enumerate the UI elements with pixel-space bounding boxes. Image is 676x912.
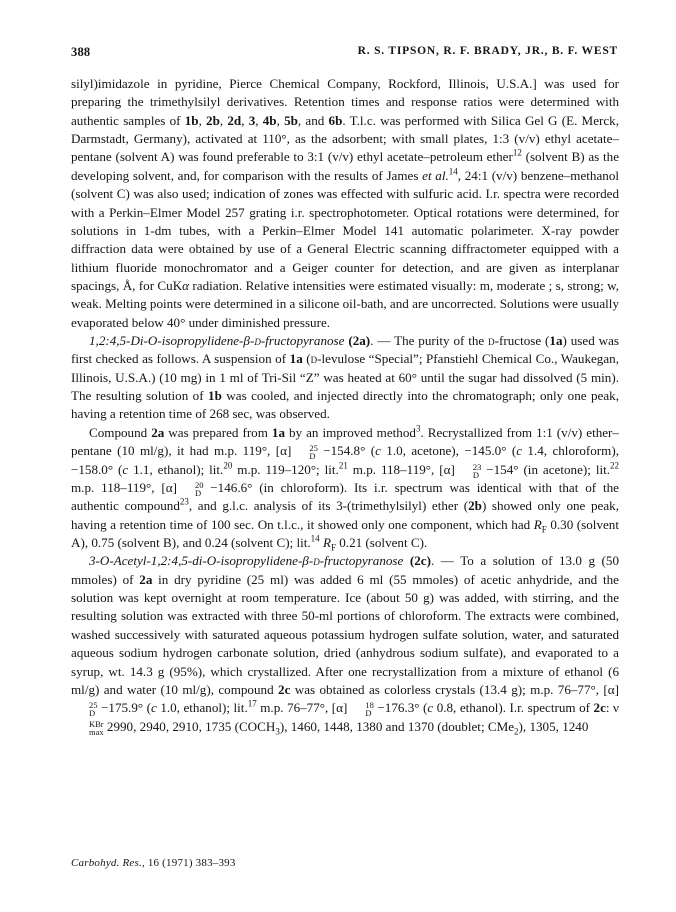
section-title-2a: 1,2:4,5-Di-O-isopropylidene-β-d-fructopyranose bbox=[89, 333, 345, 349]
section-title-2c: 3-O-Acetyl-1,2:4,5-di-O-isopropylidene-β-d-fructopyranose bbox=[89, 553, 404, 569]
article-body bbox=[71, 75, 619, 736]
journal-name: Carbohyd. Res. bbox=[71, 857, 142, 869]
paragraph-methods: silyl)imidazole in pyridine, Pierce Chemical Company, Rockford, Illinois, U.S.A.] was used for preparing the trimethylsilyl derivatives. Retention times and response ratios were determined with authentic samples of 1b, 2b, 2d, 3, 4b, 5b, and 6b. T.l.c. was performed with Silica Gel G (E. Merck, Darmstadt, Germany), activated at 110°, as the adsorbent; with small plates, 1:3 (v/v) ethyl acetate–pentane (solvent A) was found preferable to 3:1 (v/v) ethyl acetate–petroleum ether$^{12}$ (solvent B) as the developing solvent, and, for comparison with the results of James et al.$^{14}$, 24:1 (v/v) benzene–methanol (solvent C) was also used; indication of zones was effected with sulfuric acid. I.r. spectra were recorded with a Perkin–Elmer Model 257 grating i.r. spectrophotometer. Optical rotations were determined, for solutions in 1-dm tubes, with a Perkin–Elmer Model 141 automatic polarimeter. X-ray powder diffraction data were obtained by use of a General Electric scanning diffractometer equipped with a lithium fluoride monochromator and a Geiger counter for detection, and are given as interplanar spacings, Å, for CuKα radiation. Relative intensities were estimated visually: m, moderate ; s, strong; w, weak. Melting points were determined in a silicone oil-bath, and are uncorrected. Solutions were usually evaporated below 40° under diminished pressure. bbox=[71, 76, 620, 330]
page-header bbox=[71, 45, 618, 63]
paragraph-compound-2c: 3-O-Acetyl-1,2:4,5-di-O-isopropylidene-β-d-fructopyranose (2c). — To a solution of 13.0 g (50 mmoles) of 2a in dry pyridine (25 ml) was added 6 ml (55 mmoles) of acetic anhydride, and the solution was kept overnight at room temperature. Ice (about 50 g) was added, with stirring, and the resulting solution was extracted with three 50-ml portions of chloroform. The extracts were combined, washed successively with saturated aqueous potassium hydrogen sulfate solution, water, and saturated aqueous sodium hydrogen carbonate solution, dried (anhydrous sodium sulfate), and evaporated to a syrup, wt. 14.3 g (95%), which crystallized. After one recrystallization from a mixture of ethanol (6 ml/g) and water (10 ml/g), compound 2c was obtained as colorless crystals (13.4 g); m.p. 76–77°, [α] 25 D −175.9° (c 1.0, ethanol); lit.$^{17}$ m.p. 76–77°, [α] 18 D −176.3° (c 0.8, ethanol). I.r. spectrum of 2c: ν KBr max 2990, 2940, 2910, 1735 $(COCH_3)$, 1460, 1448, 1380 and 1370 (doublet; CMe$_2$), 1305, 1240 bbox=[71, 553, 619, 737]
paragraph-compound-2a-prep: Compound 2a was prepared from 1a by an improved method$^3$. Recrystallized from 1:1 (v/v) ether–pentane (10 ml/g), it had m.p. 119°, [α] 25 D −154.8° (c 1.0, acetone), −145.0° (c 1.4, chloroform), −158.0° (c 1.1, ethanol); lit.$^{20}$ m.p. 119–120°; lit.$^{21}$ m.p. 118–119°, [α] 23 D −154° (in acetone); lit.$^{22}$ m.p. 118–119°, [α] 20 D −146.6° (in chloroform). Its i.r. spectrum was identical with that of the authentic compound$^{23}$, and g.l.c. analysis of its 3-(trimethylsilyl) ether (2b) showed only one peak, having a retention time of 100 sec. On t.l.c., it showed only one component, which had $R_F$ 0.30 (solvent A), 0.75 (solvent B), and 0.24 (solvent C); lit.$^{14}$ $R_F$ 0.21 (solvent C). bbox=[71, 423, 620, 553]
page-footer-citation bbox=[71, 857, 236, 869]
running-head-authors: R. S. TIPSON, R. F. BRADY, JR., B. F. WEST bbox=[357, 45, 618, 57]
paragraph-compound-2a: 1,2:4,5-Di-O-isopropylidene-β-d-fructopyranose (2a). — The purity of the d-fructose (1a) used was first checked as follows. A suspension of 1a (d-levulose “Special”; Pfanstiehl Chemical Co., Waukegan, Illinois, U.S.A.) (10 mg) in 1 ml of Tri-Sil “Z” was heated at 60° until the sugar had dissolved (5 min). The resulting solution of 1b was cooled, and injected directly into the chromatograph; only one peak, having a retention time of 268 sec, was observed. bbox=[71, 333, 620, 422]
journal-citation: , 16 (1971) 383–393 bbox=[141, 857, 236, 869]
page-number: 388 bbox=[71, 45, 91, 59]
